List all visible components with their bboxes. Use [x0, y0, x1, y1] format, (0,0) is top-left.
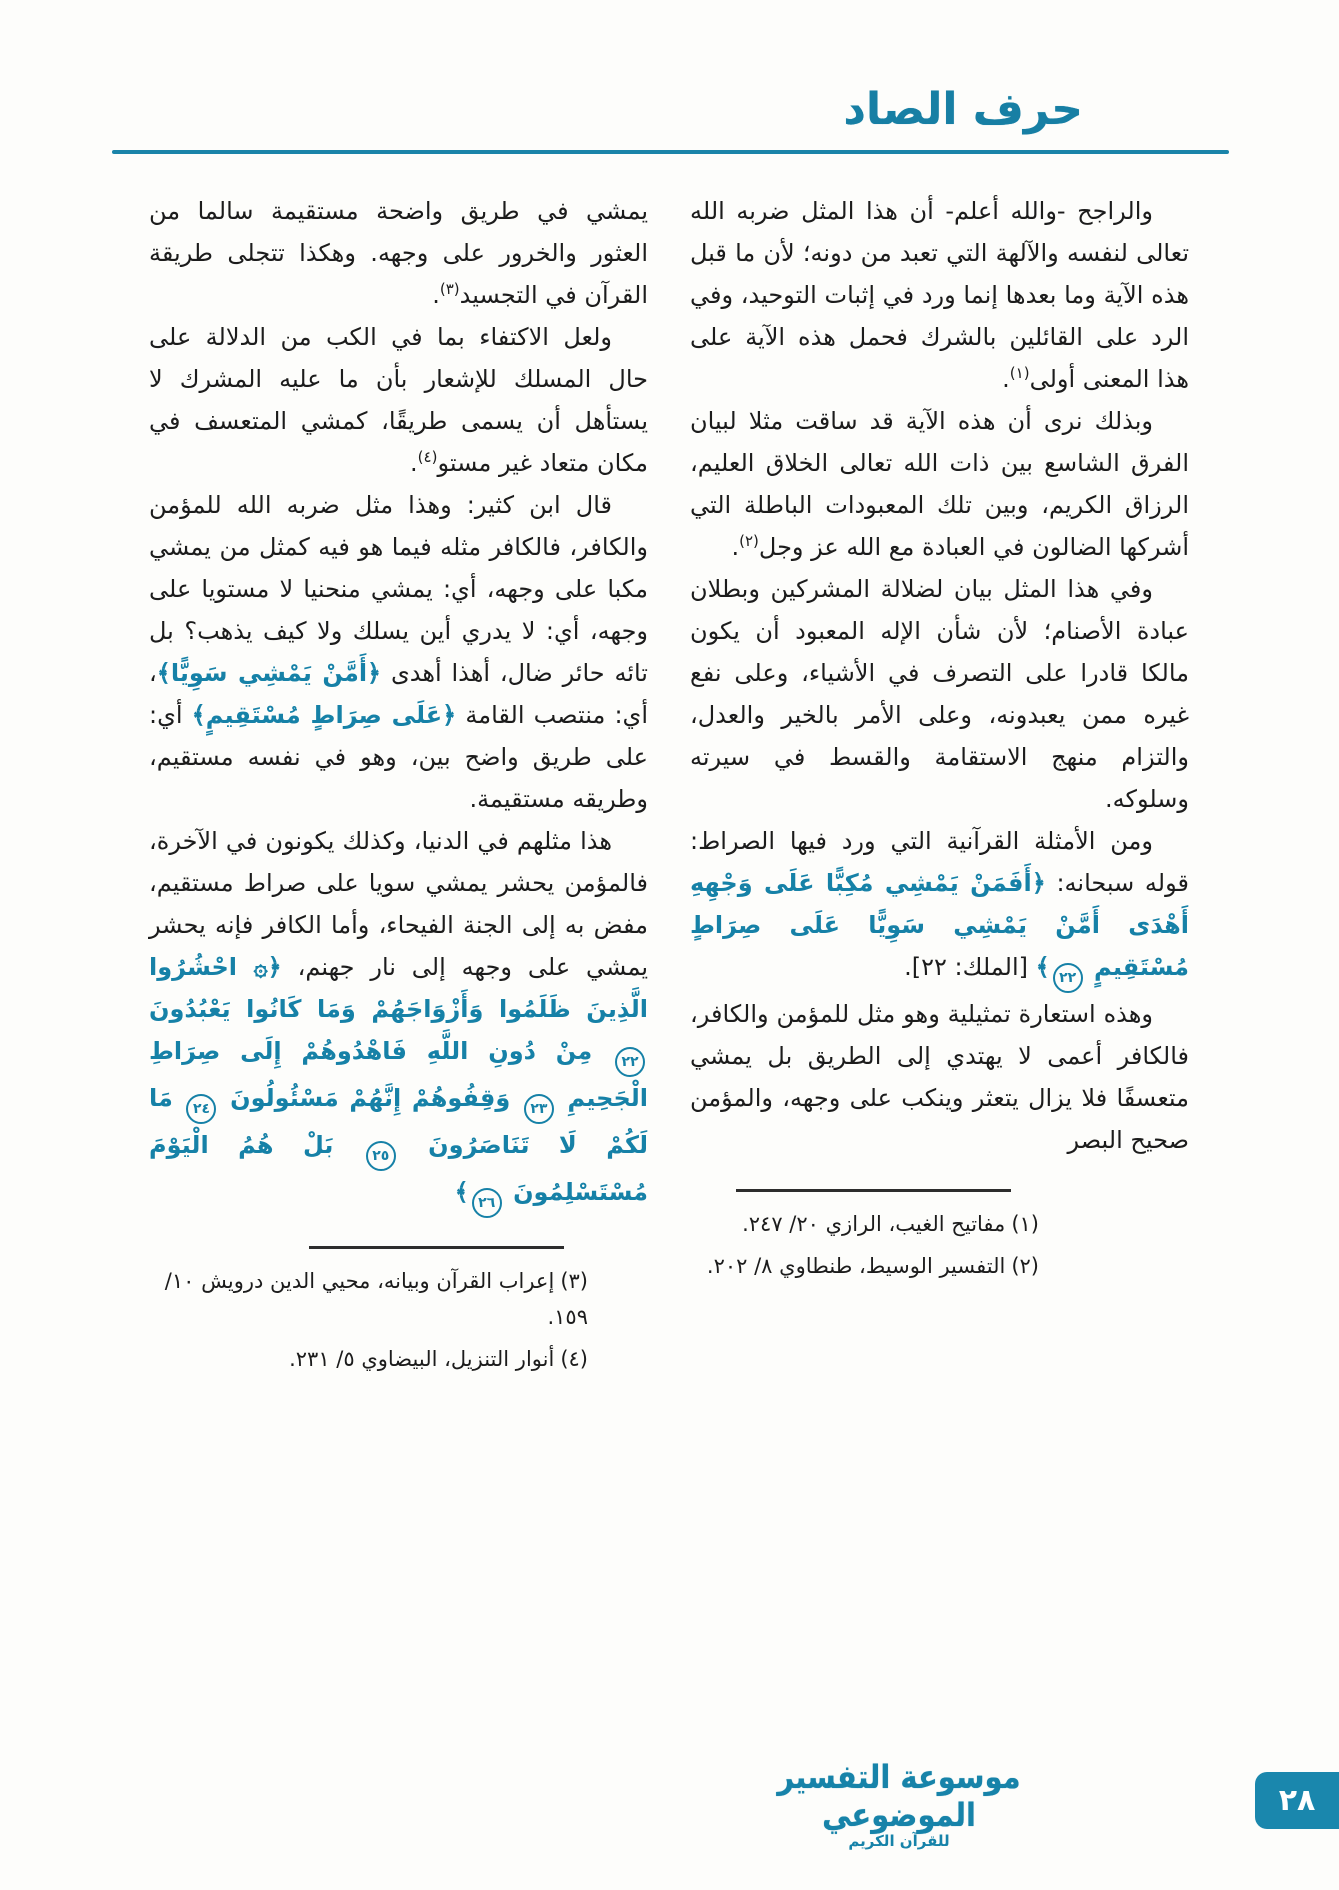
- paragraph: [149, 316, 648, 484]
- ayah-number-badge: ٢٥: [366, 1141, 396, 1171]
- footnote-ref: (٢): [739, 532, 759, 550]
- footnote: [149, 1263, 588, 1335]
- quran-verse: ﴿أَفَمَنْ يَمْشِي مُكِبًّا عَلَى وَجْهِهِ أَهْدَى أَمَّنْ يَمْشِي سَوِيًّا عَلَى صِرَاطٍ مُسْتَقِيمٍ: [690, 869, 1189, 981]
- footnotes-right: [690, 1189, 1189, 1284]
- logo-subtitle-text: للقرآن الكريم: [848, 1832, 950, 1850]
- footnote-text: مفاتيح الغيب، الرازي ٢٠/ ٢٤٧.: [742, 1212, 1006, 1236]
- footnote-text: إعراب القرآن وبيانه، محيي الدين درويش ١٠/ ١٥٩.: [164, 1269, 588, 1329]
- footnote-marker: (٣): [560, 1269, 588, 1293]
- body-text: وهذه استعارة تمثيلية وهو مثل للمؤمن والكافر، فالكافر أعمى لا يهتدي إلى الطريق بل يمشي متعسفًا فلا يزال يتعثر وينكب على وجهه، والمؤمن صحيح البصر: [690, 1000, 1189, 1154]
- text-column-right: [690, 190, 1189, 1290]
- paragraph: [149, 190, 648, 316]
- paragraph: [149, 484, 648, 820]
- footnote-separator: [736, 1189, 1011, 1192]
- paragraph: [690, 820, 1189, 993]
- body-text: .: [1002, 365, 1010, 393]
- footnote: [149, 1341, 588, 1377]
- quran-verse-close: ﴾: [1035, 953, 1050, 981]
- body-text: .: [432, 281, 440, 309]
- quran-verse: بَلْ هُمُ الْيَوْمَ مُسْتَسْلِمُونَ: [149, 1131, 648, 1206]
- verse-citation: [الملك: ٢٢].: [904, 953, 1036, 981]
- chapter-title: حرف الصاد: [843, 84, 1083, 135]
- body-text: قال ابن كثير: وهذا مثل ضربه الله للمؤمن والكافر، فالكافر مثله فيما هو فيه كمثل من يمشي مكبا على وجهه، أي: يمشي منحنيا لا مستويا على وجهه، أي: لا يدري أين يسلك ولا كيف يذهب؟ بل تائه حائر ضال، أهذا أهدى: [149, 491, 648, 687]
- body-text: والراجح -والله أعلم- أن هذا المثل ضربه الله تعالى لنفسه والآلهة التي تعبد من دونه؛ لأن ما قبل هذه الآية وما بعدها إنما ورد في إثبات التوحيد، وفي الرد على القائلين بالشرك فحمل هذه الآية على هذا المعنى أولى: [690, 197, 1189, 393]
- quran-verse-close: ﴾: [454, 1178, 469, 1206]
- paragraph: [149, 820, 648, 1218]
- body-text: هذا مثلهم في الدنيا، وكذلك يكونون في الآخرة، فالمؤمن يحشر يمشي سويا على صراط مستقيم، مفض به إلى الجنة الفيحاء، وأما الكافر فإنه يحشر يمشي على وجهه إلى نار جهنم،: [149, 827, 649, 981]
- body-text: وبذلك نرى أن هذه الآية قد ساقت مثلا لبيان الفرق الشاسع بين ذات الله تعالى الخلاق العليم، الرزاق الكريم، وبين تلك المعبودات الباطلة التي أشركها الضالون في العبادة مع الله عز وجل: [690, 407, 1189, 561]
- footnote-ref: (١): [1009, 364, 1030, 382]
- footnotes-left: [149, 1246, 648, 1377]
- body-text: يمشي في طريق واضحة مستقيمة سالما من العثور والخرور على وجهه. وهكذا تتجلى طريقة القرآن في التجسيد: [149, 197, 648, 309]
- footnote: [690, 1248, 1039, 1284]
- body-text: ولعل الاكتفاء بما في الكب من الدلالة على حال المسلك للإشعار بأن ما عليه المشرك لا يستأهل أن يسمى طريقًا، كمشي المتعسف في مكان متعاد غير مستو: [149, 323, 648, 477]
- body-text: .: [731, 533, 740, 561]
- quran-verse: ﴿أَمَّنْ يَمْشِي سَوِيًّا﴾: [156, 659, 382, 687]
- book-series-logo: [759, 1757, 1039, 1850]
- body-text: ومن الأمثلة القرآنية التي ورد فيها الصراط: قوله سبحانه:: [690, 827, 1189, 897]
- footnote-marker: (٢): [1011, 1254, 1039, 1278]
- quran-verse: ﴿عَلَى صِرَاطٍ مُسْتَقِيمٍ﴾: [191, 701, 457, 729]
- quran-verse: وَقِفُوهُمْ إِنَّهُمْ مَسْئُولُونَ: [219, 1084, 521, 1112]
- header-divider-rule: [112, 150, 1229, 154]
- footnote-ref: (٣): [439, 280, 460, 298]
- footnote-marker: (١): [1011, 1212, 1039, 1236]
- body-text: ، أي: منتصب القامة: [149, 659, 648, 729]
- footnote-ref: (٤): [417, 448, 438, 466]
- footnote-separator: [309, 1246, 564, 1249]
- text-column-left: [149, 190, 648, 1383]
- logo-title-text: موسوعة التفسير الموضوعي: [777, 1757, 1021, 1835]
- quran-verse: مِنْ دُونِ اللَّهِ فَاهْدُوهُمْ إِلَى صِرَاطِ الْجَحِيمِ: [149, 1037, 648, 1112]
- paragraph: [690, 993, 1189, 1161]
- ayah-number-badge: ٢٢: [1053, 963, 1083, 993]
- body-text: وفي هذا المثل بيان لضلالة المشركين وبطلان عبادة الأصنام؛ لأن شأن الإله المعبود أن يكون مالكا قادرا على التصرف في الأشياء، وعلى نفع غيره ممن يعبدونه، وعلى الأمر بالخير والعدل، والتزام منهج الاستقامة والقسط في سيرته وسلوكه.: [690, 575, 1189, 813]
- paragraph: [690, 568, 1189, 820]
- footnote-text: التفسير الوسيط، طنطاوي ٨/ ٢٠٢.: [706, 1254, 1006, 1278]
- footnote-text: أنوار التنزيل، البيضاوي ٥/ ٢٣١.: [289, 1347, 555, 1371]
- footnote-marker: (٤): [560, 1347, 588, 1371]
- text-columns: [149, 190, 1189, 1383]
- body-text: .: [410, 449, 418, 477]
- ayah-number-badge: ٢٤: [186, 1094, 216, 1124]
- ayah-number-badge: ٢٢: [615, 1047, 645, 1077]
- ayah-number-badge: ٢٦: [472, 1188, 502, 1218]
- paragraph: [690, 400, 1189, 568]
- body-text: أي: على طريق واضح بين، وهو في نفسه مستقيم، وطريقه مستقيمة.: [149, 701, 648, 813]
- page-number-badge: ٢٨: [1255, 1772, 1339, 1829]
- quran-verse: مَا لَكُمْ لَا تَنَاصَرُونَ: [149, 1084, 648, 1159]
- ayah-number-badge: ٢٣: [524, 1094, 554, 1124]
- footnote: [690, 1206, 1039, 1242]
- quran-verse: ﴿۞ احْشُرُوا الَّذِينَ ظَلَمُوا وَأَزْوَاجَهُمْ وَمَا كَانُوا يَعْبُدُونَ: [149, 953, 648, 1023]
- paragraph: [690, 190, 1189, 400]
